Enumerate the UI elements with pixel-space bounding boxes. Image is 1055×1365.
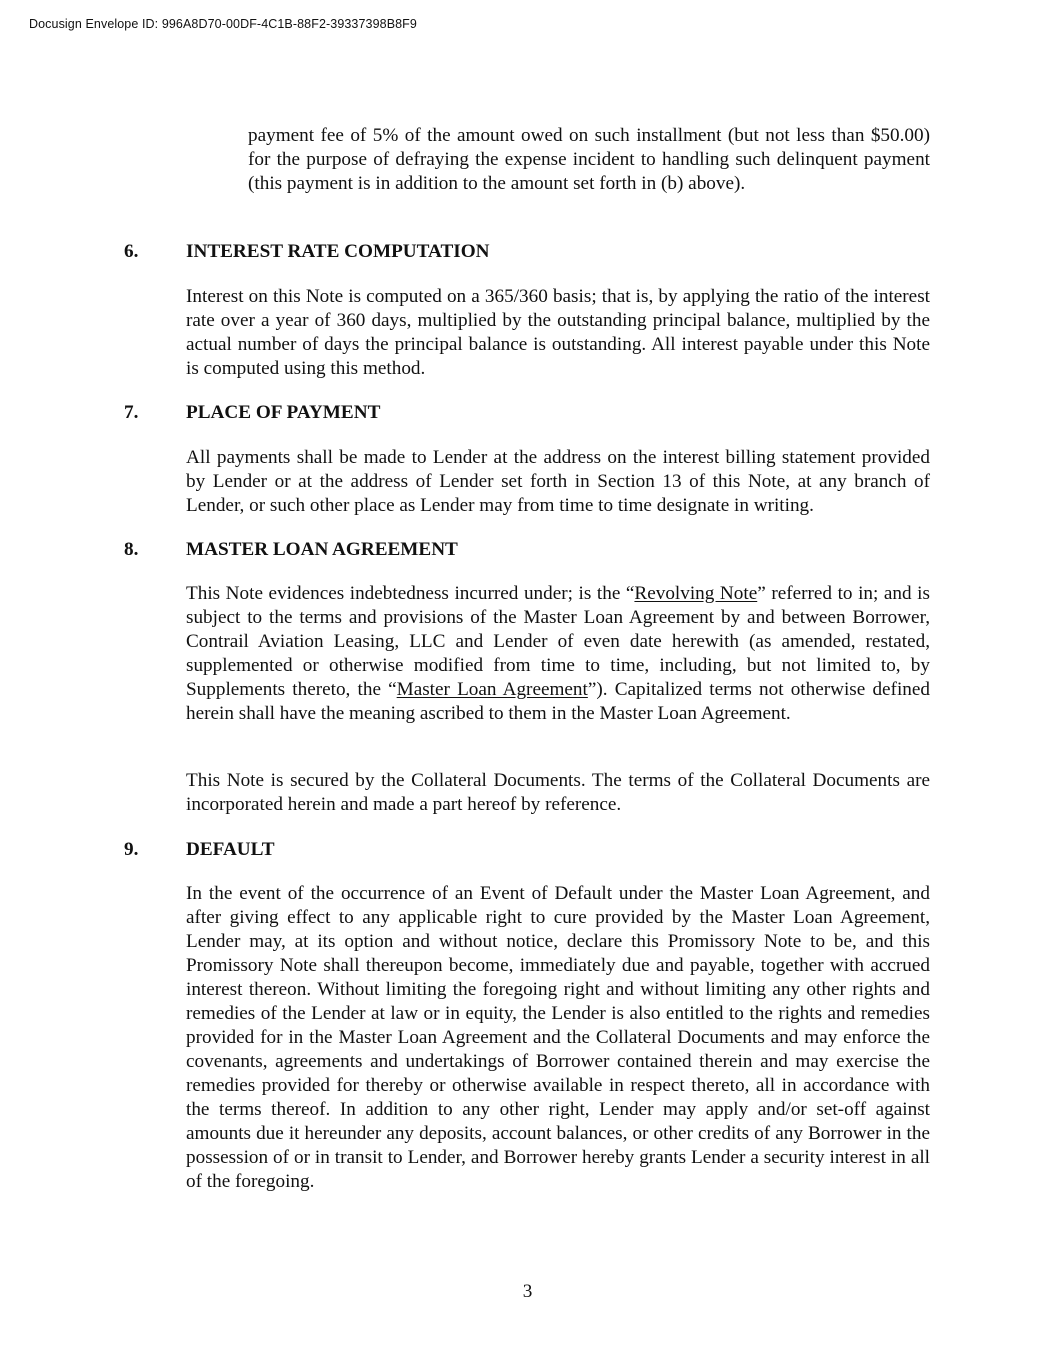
continuation-paragraph: payment fee of 5% of the amount owed on such installment (but not less than $50.00) for the purpose of defraying the expense incident to handling such delinquent payment (this payment is in addition to the amount set forth in (b) above). [248,125,930,194]
section-8-text-part: This Note evidences indebtedness incurred under; is the “ [186,583,635,604]
defined-term-revolving-note: Revolving Note [634,583,758,604]
section-6-heading [124,240,490,264]
page-number: 3 [522,1281,533,1302]
section-8-text-part: ” referred to in; and is subject to the terms and provisions of the Master Loan Agreement by and between Borrower, Contrail Aviation Leasing, LLC and Lender of even date herewith (as amended, restated, supplemented or otherwise modified from time to time, including, but not limited to, by Supplements thereto, the “ [186,583,930,700]
defined-term-master-loan-agreement: Master Loan Agreement [396,679,588,700]
section-8-text-part: ”). Capitalized terms not otherwise defined herein shall have the meaning ascribed to them in the Master Loan Agreement. [186,679,930,724]
section-9-heading [124,838,275,862]
section-6-title: INTEREST RATE COMPUTATION [186,241,490,262]
section-8-paragraph-1 [186,582,930,726]
section-8-title: MASTER LOAN AGREEMENT [186,539,458,560]
envelope-id: Docusign Envelope ID: 996A8D70-00DF-4C1B-88F2-39337398B8F9 [29,17,417,31]
section-9-number: 9. [124,839,139,860]
section-6-number: 6. [124,241,139,262]
section-7-body: All payments shall be made to Lender at the address on the interest billing statement provided by Lender or at the address of Lender set forth in Section 13 of this Note, at any branch of Lender, or such other place as Lender may from time to time designate in writing. [186,447,930,516]
section-7-number: 7. [124,402,139,423]
section-8-paragraph-2: This Note is secured by the Collateral Documents. The terms of the Collateral Documents are incorporated herein and made a part hereof by reference. [186,770,930,815]
section-6-body: Interest on this Note is computed on a 365/360 basis; that is, by applying the ratio of the interest rate over a year of 360 days, multiplied by the outstanding principal balance, multiplied by the actual number of days the principal balance is outstanding. All interest payable under this Note is computed using this method. [186,286,930,379]
section-9-body: In the event of the occurrence of an Event of Default under the Master Loan Agreement, and after giving effect to any applicable right to cure provided by the Master Loan Agreement, Lender may, at its option and without notice, declare this Promissory Note to be, and this Promissory Note shall thereupon become, immediately due and payable, together with accrued interest thereon. Without limiting the foregoing right and without limiting any other rights and remedies of the Lender at law or in equity, the Lender is also entitled to the rights and remedies provided for in the Master Loan Agreement and the Collateral Documents and may enforce the covenants, agreements and undertakings of Borrower contained therein and may exercise the remedies provided for thereby or otherwise available in respect thereto, all in accordance with the terms thereof. In addition to any other right, Lender may apply and/or set-off against amounts due it hereunder any deposits, account balances, or other credits of any Borrower in the possession of or in transit to Lender, and Borrower hereby grants Lender a security interest in all of the foregoing. [186,883,930,1192]
section-7-title: PLACE OF PAYMENT [186,402,381,423]
section-8-heading [124,538,458,562]
section-9-title: DEFAULT [186,839,275,860]
section-7-heading [124,401,380,425]
section-8-number: 8. [124,539,139,560]
